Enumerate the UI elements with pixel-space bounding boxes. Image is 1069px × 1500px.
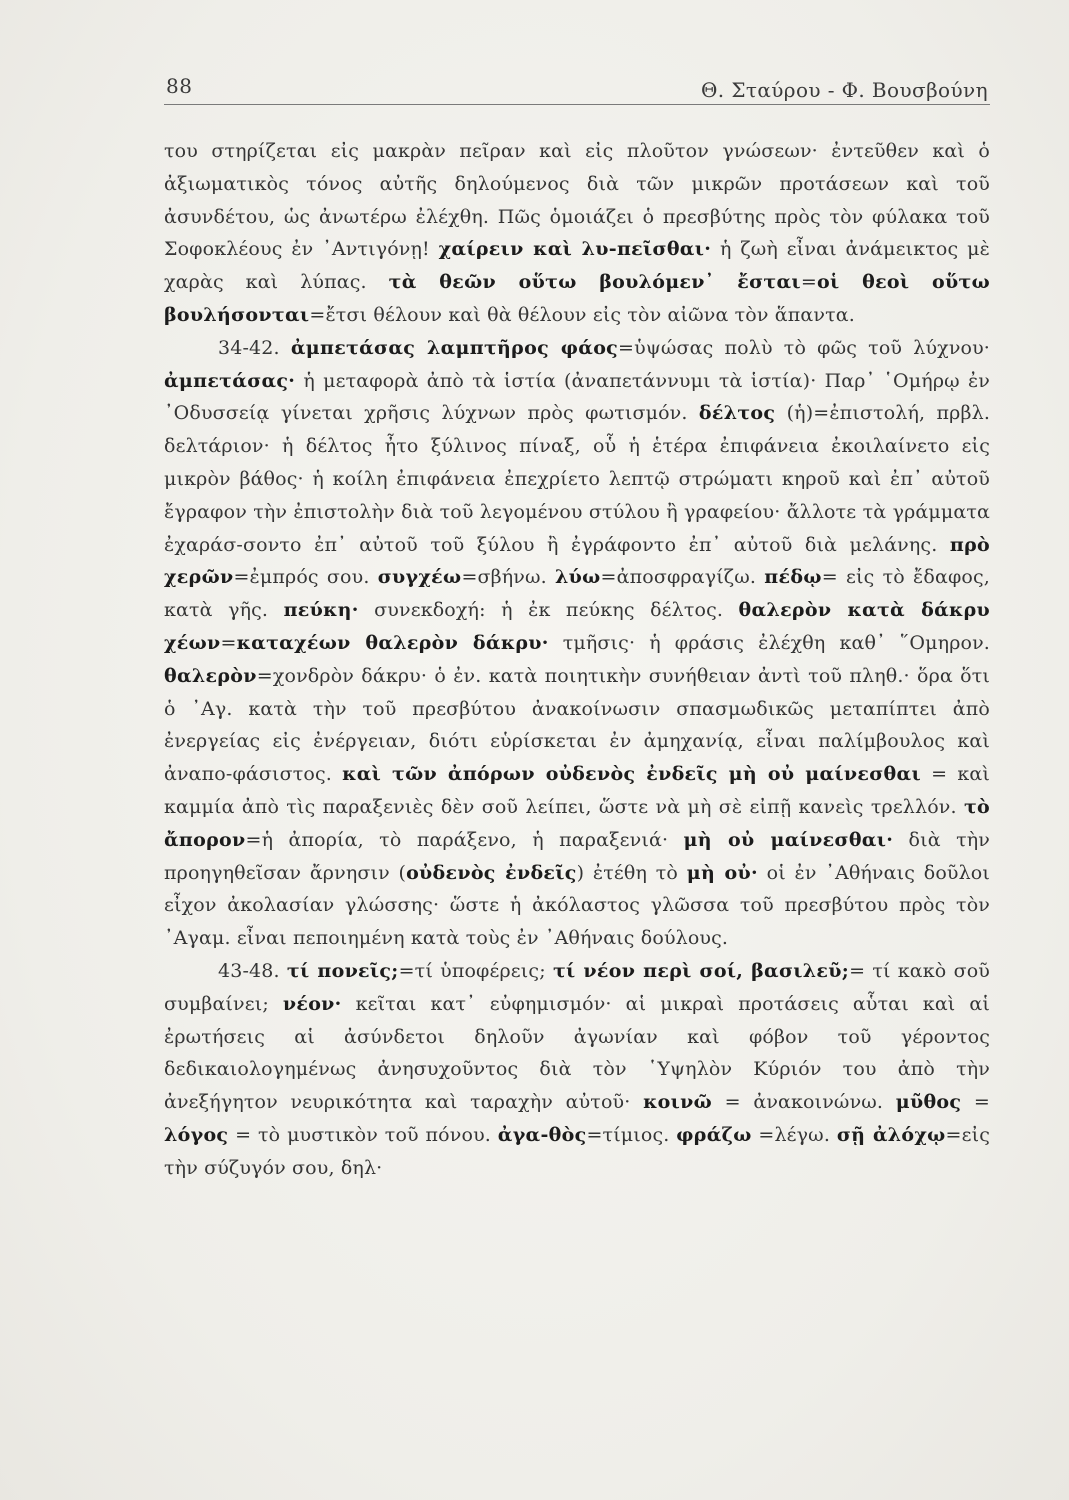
lemma: δέλτος	[698, 402, 776, 425]
paragraph	[164, 332, 990, 955]
lemma: συγχέω	[377, 566, 462, 589]
commentary-segment: =ὑψώσας πολὺ τὸ φῶς τοῦ λύχνου·	[618, 336, 990, 359]
commentary-segment: 34-42.	[218, 336, 291, 359]
lemma: χαίρειν καὶ λυ-πεῖσθαι·	[438, 238, 712, 261]
lemma: ἀμπετάσας·	[164, 369, 296, 392]
commentary-segment: =σβήνω.	[461, 566, 556, 589]
commentary-segment: =ἔτσι θέλουν καὶ θὰ θέλουν εἰς τὸν αἰῶνα τὸν ἅπαντα.	[309, 303, 855, 326]
commentary-text	[164, 135, 990, 1185]
commentary-segment: = τὸ μυστικὸν τοῦ πόνου.	[228, 1123, 498, 1146]
commentary-segment: =εἰς τὴν σύζυγόν σου, δηλ·	[164, 1123, 990, 1179]
lemma: οὐδενὸς ἐνδεῖς	[406, 861, 577, 884]
commentary-segment: = ἀνακοινώνω.	[711, 1091, 896, 1114]
commentary-segment: = καὶ καμμία ἀπὸ τὶς παραξενιὲς δὲν σοῦ λείπει, ὥστε νὰ μὴ σὲ εἰπῇ κανεὶς τρελλόν.	[164, 763, 990, 818]
lemma: φράζω	[676, 1123, 752, 1146]
lemma: τί νέον περὶ σοί, βασιλεῦ;	[552, 959, 850, 982]
lemma: τί πονεῖς;	[286, 959, 399, 982]
lemma: θαλερὸν	[164, 664, 257, 687]
commentary-segment: = εἰς τὸ ἔδαφος, κατὰ γῆς.	[164, 566, 990, 622]
lemma: μῦθος	[895, 1091, 962, 1114]
paragraph	[164, 135, 990, 332]
commentary-segment: ἡ ζωὴ εἶναι ἀνάμεικτος μὲ χαρὰς καὶ λύπας.	[164, 238, 990, 294]
commentary-segment: =χονδρὸν δάκρυ· ὁ ἐν. κατὰ ποιητικὴν συνήθειαν ἀντὶ τοῦ πληθ.· ὅρα ὅτι ὁ ᾿Αγ. κατὰ τὴν τοῦ πρεσβύτου ἀνακοίνωσιν σπασμωδικῶς μεταπίπτει ἀπὸ ἐνεργείας εἰς ἐνέργειαν, διότι εὑρίσκεται ἐν ἀμηχανίᾳ, εἶναι παλίμβουλος καὶ ἀναπο-φάσιστος.	[164, 664, 990, 786]
header-authors: Θ. Σταύρου - Φ. Βουσβούνη	[701, 78, 988, 102]
commentary-segment: διὰ τὴν προηγηθεῖσαν ἄρνησιν (	[164, 828, 990, 884]
lemma: λύω	[555, 566, 601, 589]
commentary-segment: =	[800, 271, 817, 294]
lemma: πεύκη·	[283, 599, 359, 622]
commentary-segment: =λέγω.	[751, 1123, 837, 1146]
lemma: κοινῶ	[643, 1091, 712, 1114]
commentary-segment: =τί ὑποφέρεις;	[398, 959, 553, 982]
commentary-segment: =τίμιος.	[586, 1123, 677, 1146]
commentary-segment: οἱ ἐν ᾿Αθήναις δοῦλοι εἶχον ἀκολασίαν γλώσσης· ὥστε ἡ ἀκόλαστος γλῶσσα τοῦ πρεσβύτου πρὸς τὸν ᾿Αγαμ. εἶναι πεποιημένη κατὰ τοὺς ἐν ᾿Αθήναις δούλους.	[164, 861, 990, 950]
commentary-segment: = τί κακὸ σοῦ συμβαίνει;	[164, 959, 990, 1015]
lemma: οἱ θεοὶ οὕτω βουλήσονται	[164, 271, 990, 326]
lemma: τὸ ἄπορον	[164, 795, 990, 851]
page-number: 88	[166, 74, 193, 98]
paragraph	[164, 955, 990, 1185]
lemma: τὰ θεῶν οὕτω βουλόμεν᾿ ἔσται	[388, 271, 801, 294]
lemma: μὴ οὐ μαίνεσθαι·	[683, 828, 894, 851]
commentary-segment: ἡ μεταφορὰ ἀπὸ τὰ ἱστία (ἀναπετάννυμι τὰ ἱστία)· Παρ᾿ ῾Ομήρῳ ἐν ᾿Οδυσσείᾳ γίνεται χρῆσις λύχνων πρὸς φωτισμόν.	[164, 369, 990, 425]
lemma: ἀγα-θὸς	[497, 1123, 587, 1146]
lemma: νέον·	[282, 992, 342, 1015]
lemma: πρὸ χερῶν	[164, 533, 990, 589]
commentary-segment: =ἐμπρός σου.	[233, 566, 378, 589]
commentary-segment: του στηρίζεται εἰς μακρὰν πεῖραν καὶ εἰς πλοῦτον γνώσεων· ἐντεῦθεν καὶ ὁ ἀξιωματικὸς τόνος αὐτῆς δηλούμενος διὰ τῶν μικρῶν προτάσεων καὶ τοῦ ἀσυνδέτου, ὡς ἀνωτέρω ἐλέχθη. Πῶς ὁμοιάζει ὁ πρεσβύτης πρὸς τὸν φύλακα τοῦ Σοφοκλέους ἐν ᾿Αντιγόνῃ!	[164, 140, 990, 261]
commentary-segment: τμῆσις· ἡ φράσις ἐλέχθη καθ᾿ ῞Ομηρον.	[548, 631, 990, 654]
lemma: ἀμπετάσας λαμπτῆρος φάος	[290, 336, 619, 359]
lemma: θαλερὸν κατὰ δάκρυ χέων	[164, 599, 990, 654]
commentary-segment: συνεκδοχή: ἡ ἐκ πεύκης δέλτος.	[358, 599, 739, 622]
commentary-segment: =ἀποσφραγίζω.	[600, 566, 765, 589]
commentary-segment: =	[220, 631, 237, 654]
lemma: πέδῳ	[764, 566, 822, 589]
lemma: λόγος	[164, 1123, 229, 1146]
commentary-segment: ) ἐτέθη τὸ	[576, 861, 687, 884]
commentary-segment: 43-48.	[218, 959, 287, 982]
lemma: καὶ τῶν ἀπόρων οὐδενὸς ἐνδεῖς μὴ οὐ μαίνεσθαι	[342, 763, 921, 786]
commentary-segment: =	[961, 1091, 991, 1114]
lemma: σῇ ἀλόχῳ	[836, 1123, 946, 1146]
lemma: καταχέων θαλερὸν δάκρυ·	[236, 631, 549, 654]
commentary-segment: =ἡ ἀπορία, τὸ παράξενο, ἡ παραξενιά·	[245, 828, 684, 851]
commentary-segment: κεῖται κατ᾿ εὐφημισμόν· αἱ μικραὶ προτάσεις αὗται καὶ αἱ ἐρωτήσεις αἱ ἀσύνδετοι δηλοῦν ἀγωνίαν καὶ φόβον τοῦ γέροντος δεδικαιολογημένως ἀνησυχοῦντος διὰ τὸν ῾Υψηλὸν Κύριόν του ἀπὸ τὴν ἀνεξήγητον νευρικότητα καὶ ταραχὴν αὐτοῦ·	[164, 992, 990, 1114]
lemma: μὴ οὐ·	[686, 861, 758, 884]
running-head	[164, 70, 990, 105]
commentary-segment: (ἡ)=ἐπιστολή, πρβλ. δελτάριον· ἡ δέλτος ἦτο ξύλινος πίναξ, οὗ ἡ ἑτέρα ἐπιφάνεια ἐκοιλαίνετο εἰς μικρὸν βάθος· ἡ κοίλη ἐπιφάνεια ἐπεχρίετο λεπτῷ στρώματι κηροῦ καὶ ἐπ᾿ αὐτοῦ ἔγραφον τὴν ἐπιστολὴν διὰ τοῦ λεγομένου στύλου ἢ γραφείου· ἄλλοτε τὰ γράμματα ἐχαράσ-σοντο ἐπ᾿ αὐτοῦ τοῦ ξύλου ἢ ἐγράφοντο ἐπ᾿ αὐτοῦ διὰ μελάνης.	[164, 402, 991, 556]
